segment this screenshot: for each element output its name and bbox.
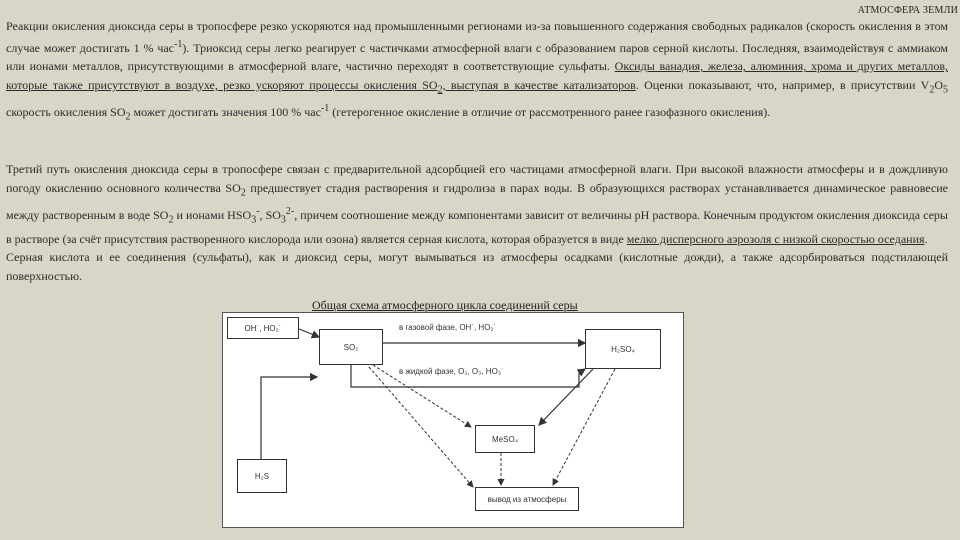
diagram-title: Общая схема атмосферного цикла соединений серы <box>312 298 578 312</box>
paragraph-third-path: Третий путь окисления диоксида серы в тропосфере связан с предварительной адсорбцией его частицами атмосферной влаги. При высокой влажности атмосферы и в дождливую погоду окислению основного количества $SO_2$ предшествует стадия растворения и гидролиза в парах воды. В образующихся растворах устанавливается динамическое равновесие между растворенным в воде $SO_2$ и ионами $HSO_3^-$, $SO_3^{2-}$, причем соотношение между компонентами зависит от величины pH раствора. Конечным продуктом окисления диоксида серы в растворе (за счёт присутствия растворенного кислорода или озона) является серная кислота, которая образуется в виде мелко дисперсного аэрозоля с низкой скоростью оседания. Серная кислота и ее соединения (сульфаты), как и диоксид серы, могут вымываться из атмосферы осадками (кислотные дожди), а также адсорбироваться подстилающей поверхностью. <box>6 162 948 283</box>
arrow-h2so4-to-removal <box>553 369 615 485</box>
paragraph-removal: Серная кислота и ее соединения (сульфаты), как и диоксид серы, могут вымываться из атмосферы осадками (кислотные дожди), а также адсорбироваться подстилающей поверхностью. <box>6 250 948 283</box>
h2so4-box: H₂SO₄ <box>585 329 661 369</box>
removal-box: вывод из атмосферы <box>475 487 579 511</box>
arrow-h2s-to-so2 <box>261 377 317 459</box>
paragraph-oxidation: Реакции окисления диоксида серы в тропосфере резко ускоряются над промышленными регионами из-за повышенного содержания свободных радикалов (скорость окисления в этом случае может достигать 1 % час$^{-1}$). Триоксид серы легко реагирует с частичками атмосферной влаги с образованием паров серной кислоты. Последняя, взаимодействуя с аммиаком или ионами металлов, присутствующими в атмосферной влаге, частично переходят в соответствующие сульфаты. Оксиды ванадия, железа, алюминия, хрома и других металлов, которые также присутствуют в воздухе, резко ускоряют процессы окисления $SO_2$, выступая в качестве катализаторов. Оценки показывают, что, например, в присутствии $V_2O_5$ скорость окисления $SO_2$ может достигать значения 100 % час$^{-1}$ (гетерогенное окисление в отличие от рассмотренного ранее газофазного окисления). <box>6 19 949 123</box>
arrow-h2so4-to-meso4 <box>539 369 593 425</box>
arrow-oxidants-to-so2 <box>299 329 319 337</box>
meso4-box: MeSO₄ <box>475 425 535 453</box>
gas-phase-label: в газовой фазе, OH˙, HO₂˙ <box>399 323 497 332</box>
liquid-phase-label: в жидкой фазе, O₂, O₃, HO₃˙ <box>399 367 504 376</box>
page-header: АТМОСФЕРА ЗЕМЛИ <box>857 5 958 16</box>
sulfur-cycle-diagram <box>222 312 684 528</box>
h2s-box: H₂S <box>237 459 287 493</box>
so2-box: SO₂ <box>319 329 383 365</box>
arrow-so2-to-removal <box>369 367 473 487</box>
oxidants-box: OH˙, HO₂˙ <box>227 317 299 339</box>
